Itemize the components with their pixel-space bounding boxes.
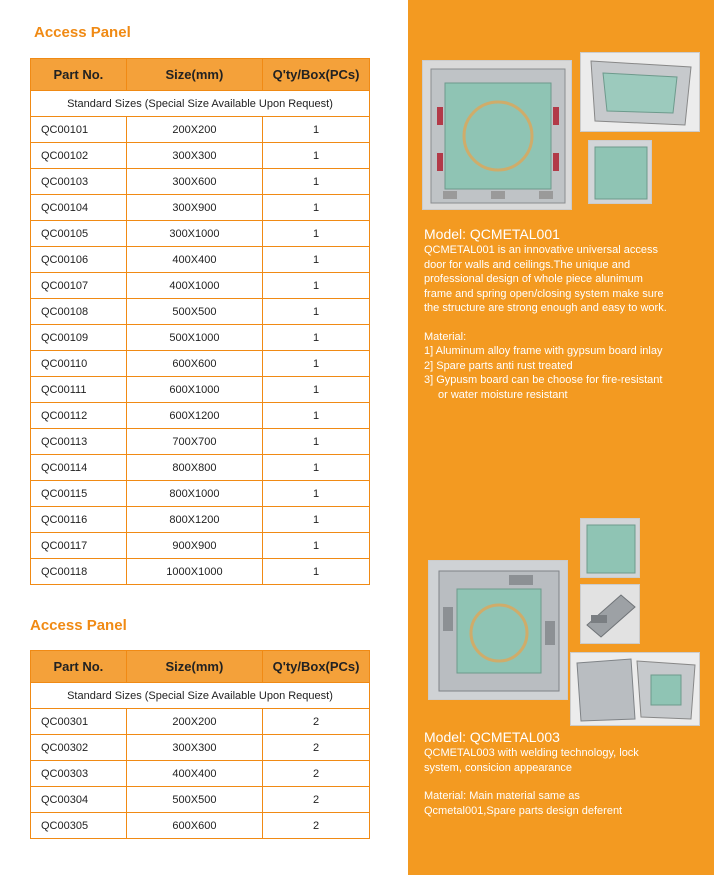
- table-row: [31, 709, 370, 735]
- size-cell: 400X400: [126, 761, 262, 787]
- header-qty: Q'ty/Box(PCs): [263, 651, 370, 683]
- table-row: [31, 559, 370, 585]
- access-panel-illustration: [423, 61, 572, 210]
- table-row: [31, 117, 370, 143]
- table-subtitle: Standard Sizes (Special Size Available Upon Request): [31, 683, 370, 709]
- product-photo-qcmetal003-open: [570, 652, 700, 726]
- part-no-cell: QC00114: [31, 455, 127, 481]
- size-cell: 600X600: [126, 351, 262, 377]
- model-description-line: frame and spring open/closing system make sure: [424, 287, 664, 300]
- table-row: [31, 787, 370, 813]
- qty-cell: 1: [263, 143, 370, 169]
- qty-cell: 2: [263, 709, 370, 735]
- qty-cell: 1: [263, 507, 370, 533]
- model-description-line: QCMETAL003 with welding technology, lock: [424, 747, 639, 759]
- part-no-cell: QC00103: [31, 169, 127, 195]
- material-label: Material:: [424, 330, 467, 343]
- part-no-cell: QC00302: [31, 735, 127, 761]
- part-no-cell: QC00118: [31, 559, 127, 585]
- material-line: Material: Main material same as: [424, 790, 580, 802]
- header-qty: Q'ty/Box(PCs): [263, 59, 370, 91]
- table-row: [31, 377, 370, 403]
- qty-cell: 1: [263, 455, 370, 481]
- part-no-cell: QC00108: [31, 299, 127, 325]
- table-row: [31, 195, 370, 221]
- header-part-no: Part No.: [31, 59, 127, 91]
- qty-cell: 1: [263, 117, 370, 143]
- qty-cell: 1: [263, 221, 370, 247]
- table-subtitle: Standard Sizes (Special Size Available Upon Request): [31, 91, 370, 117]
- size-cell: 300X300: [126, 735, 262, 761]
- table-row: [31, 273, 370, 299]
- table-row: [31, 481, 370, 507]
- table-row: [31, 507, 370, 533]
- part-no-cell: QC00305: [31, 813, 127, 839]
- part-no-cell: QC00113: [31, 429, 127, 455]
- size-cell: 400X1000: [126, 273, 262, 299]
- product-photo-qcmetal001-small: [588, 140, 652, 204]
- product-photo-qcmetal003-small: [580, 518, 640, 578]
- qty-cell: 1: [263, 195, 370, 221]
- product-photo-qcmetal003-corner: [580, 584, 640, 644]
- size-cell: 500X500: [126, 787, 262, 813]
- part-no-cell: QC00116: [31, 507, 127, 533]
- part-no-cell: QC00102: [31, 143, 127, 169]
- size-cell: 1000X1000: [126, 559, 262, 585]
- size-cell: 600X1200: [126, 403, 262, 429]
- table-row: [31, 247, 370, 273]
- table-row: [31, 221, 370, 247]
- size-cell: 500X1000: [126, 325, 262, 351]
- table-row: [31, 143, 370, 169]
- qty-cell: 1: [263, 533, 370, 559]
- qty-cell: 1: [263, 273, 370, 299]
- part-no-cell: QC00111: [31, 377, 127, 403]
- corner-detail-illustration: [581, 585, 640, 644]
- part-no-cell: QC00112: [31, 403, 127, 429]
- open-panel-illustration: [581, 53, 700, 132]
- small-panel-illustration: [581, 519, 640, 578]
- size-cell: 800X1000: [126, 481, 262, 507]
- access-panel-table-2: [30, 650, 370, 839]
- table-row: [31, 735, 370, 761]
- size-cell: 500X500: [126, 299, 262, 325]
- size-cell: 700X700: [126, 429, 262, 455]
- part-no-cell: QC00115: [31, 481, 127, 507]
- qty-cell: 2: [263, 787, 370, 813]
- size-cell: 600X600: [126, 813, 262, 839]
- qty-cell: 1: [263, 325, 370, 351]
- model-qcmetal003-info: [424, 729, 710, 818]
- model-title: Model: QCMETAL003: [424, 729, 560, 745]
- section-title-1: Access Panel: [34, 24, 131, 41]
- part-no-cell: QC00106: [31, 247, 127, 273]
- qty-cell: 1: [263, 247, 370, 273]
- part-no-cell: QC00105: [31, 221, 127, 247]
- size-cell: 900X900: [126, 533, 262, 559]
- table-row: [31, 533, 370, 559]
- table-row: [31, 761, 370, 787]
- part-no-cell: QC00117: [31, 533, 127, 559]
- part-no-cell: QC00107: [31, 273, 127, 299]
- part-no-cell: QC00109: [31, 325, 127, 351]
- size-cell: 300X1000: [126, 221, 262, 247]
- table-row: [31, 169, 370, 195]
- qty-cell: 2: [263, 735, 370, 761]
- size-cell: 800X800: [126, 455, 262, 481]
- right-column: [408, 0, 714, 875]
- welded-panel-illustration: [429, 561, 568, 700]
- qty-cell: 2: [263, 813, 370, 839]
- model-description-line: the structure are strong enough and easy to work.: [424, 302, 667, 314]
- part-no-cell: QC00304: [31, 787, 127, 813]
- material-item-continued: or water moisture resistant: [438, 388, 568, 401]
- table-row: [31, 455, 370, 481]
- material-item: 3] Gypusm board can be choose for fire-resistant: [424, 374, 663, 386]
- size-cell: 200X200: [126, 117, 262, 143]
- part-no-cell: QC00110: [31, 351, 127, 377]
- part-no-cell: QC00104: [31, 195, 127, 221]
- material-line: Qcmetal001,Spare parts design deferent: [424, 804, 623, 817]
- access-panel-table-1: [30, 58, 370, 585]
- table-row: [31, 351, 370, 377]
- size-cell: 600X1000: [126, 377, 262, 403]
- product-photo-qcmetal003: [428, 560, 568, 700]
- header-size: Size(mm): [126, 59, 262, 91]
- product-photo-qcmetal001-open: [580, 52, 700, 132]
- part-no-cell: QC00301: [31, 709, 127, 735]
- header-size: Size(mm): [126, 651, 262, 683]
- table-row: [31, 325, 370, 351]
- material-item: 2] Spare parts anti rust treated: [424, 359, 573, 372]
- model-description-line: professional design of whole piece alunimum: [424, 273, 643, 285]
- qty-cell: 1: [263, 299, 370, 325]
- size-cell: 800X1200: [126, 507, 262, 533]
- size-cell: 400X400: [126, 247, 262, 273]
- small-panel-illustration: [589, 141, 652, 204]
- model-description-line: system, consicion appearance: [424, 761, 572, 774]
- qty-cell: 1: [263, 481, 370, 507]
- model-qcmetal001-info: [424, 226, 710, 402]
- qty-cell: 1: [263, 169, 370, 195]
- table-row: [31, 299, 370, 325]
- qty-cell: 1: [263, 377, 370, 403]
- qty-cell: 1: [263, 429, 370, 455]
- table-row: [31, 429, 370, 455]
- qty-cell: 1: [263, 351, 370, 377]
- model-description-line: door for walls and ceilings.The unique and: [424, 258, 631, 271]
- size-cell: 300X900: [126, 195, 262, 221]
- model-title: Model: QCMETAL001: [424, 226, 560, 242]
- header-part-no: Part No.: [31, 651, 127, 683]
- size-cell: 300X300: [126, 143, 262, 169]
- part-no-cell: QC00303: [31, 761, 127, 787]
- qty-cell: 2: [263, 761, 370, 787]
- size-cell: 200X200: [126, 709, 262, 735]
- table-row: [31, 403, 370, 429]
- model-description-line: QCMETAL001 is an innovative universal access: [424, 244, 658, 256]
- section-title-2: Access Panel: [30, 617, 127, 634]
- part-no-cell: QC00101: [31, 117, 127, 143]
- size-cell: 300X600: [126, 169, 262, 195]
- qty-cell: 1: [263, 403, 370, 429]
- table-row: [31, 813, 370, 839]
- open-panel-illustration: [571, 653, 700, 726]
- qty-cell: 1: [263, 559, 370, 585]
- product-photo-qcmetal001: [422, 60, 572, 210]
- material-item: 1] Aluminum alloy frame with gypsum board inlay: [424, 345, 663, 357]
